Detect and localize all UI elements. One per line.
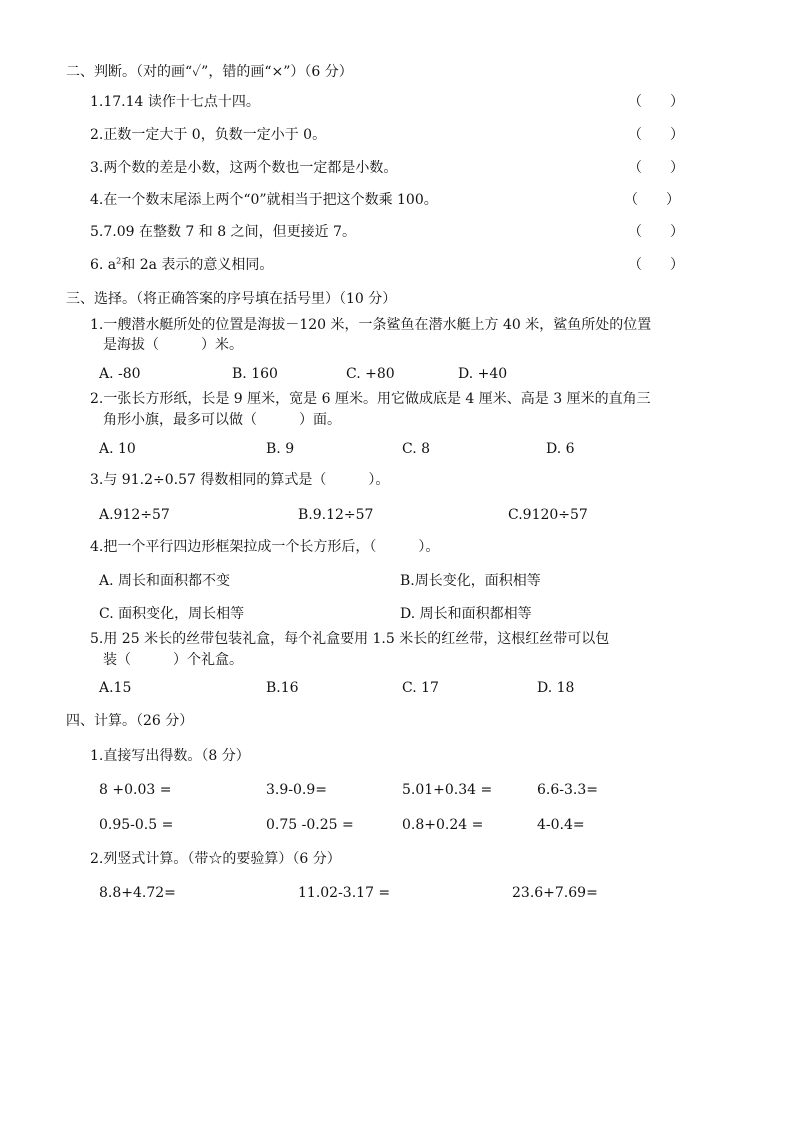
choice-q1-line1: 1.一艘潜水艇所处的位置是海拔－120 米，一条鲨鱼在潜水艇上方 40 米，鲨鱼所处的位置 — [90, 317, 652, 333]
calc-item: 0.75 -0.25 = — [266, 817, 354, 833]
calc-item: 4-0.4= — [537, 817, 585, 833]
vertical-calc-item: 11.02-3.17 = — [298, 885, 391, 901]
judge-item-5: 5.7.09 在整数 7 和 8 之间，但更接近 7。 — [90, 224, 356, 240]
answer-bracket-5[interactable]: （ ） — [628, 224, 684, 240]
answer-bracket-1[interactable]: （ ） — [628, 94, 684, 110]
q4-option-a[interactable]: A. 周长和面积都不变 — [99, 573, 231, 589]
judge-item-2: 2.正数一定大于 0，负数一定小于 0。 — [90, 127, 327, 143]
section-2-heading: 二、判断。（对的画“✓”，错的画“×”）（6 分） — [66, 64, 353, 80]
judge-item-6-post: 和 2a 表示的意义相同。 — [121, 257, 274, 273]
answer-bracket-3[interactable]: （ ） — [628, 160, 684, 176]
choice-q5-line2: 装（ ）个礼盒。 — [103, 652, 243, 668]
calc-item: 6.6-3.3= — [537, 782, 598, 798]
judge-item-6 — [90, 255, 273, 275]
judge-item-3: 3.两个数的差是小数，这两个数也一定都是小数。 — [90, 160, 398, 176]
choice-q2-line2: 角形小旗，最多可以做（ ）面。 — [103, 412, 341, 428]
q4-option-d[interactable]: D. 周长和面积都相等 — [400, 606, 532, 622]
q1-option-c[interactable]: C. +80 — [346, 366, 395, 382]
q2-option-d[interactable]: D. 6 — [546, 441, 575, 457]
q5-option-a[interactable]: A.15 — [99, 680, 132, 696]
answer-bracket-4[interactable]: （ ） — [624, 192, 680, 208]
calc-item: 0.95-0.5 = — [99, 817, 174, 833]
answer-bracket-2[interactable]: （ ） — [628, 127, 684, 143]
q3-option-c[interactable]: C.9120÷57 — [508, 507, 588, 523]
q5-option-b[interactable]: B.16 — [266, 680, 299, 696]
exponent: 2 — [116, 256, 122, 266]
choice-q1-line2: 是海拔（ ）米。 — [103, 337, 243, 353]
q4-option-b[interactable]: B.周长变化，面积相等 — [400, 573, 541, 589]
q1-option-b[interactable]: B. 160 — [232, 366, 278, 382]
calc-sub2-title: 2.列竖式计算。（带☆的要验算）（6 分） — [90, 851, 341, 867]
q2-option-c[interactable]: C. 8 — [402, 441, 431, 457]
judge-item-6-pre: 6. a — [90, 257, 117, 273]
q5-option-d[interactable]: D. 18 — [537, 680, 575, 696]
q2-option-a[interactable]: A. 10 — [99, 441, 136, 457]
judge-item-1: 1.17.14 读作十七点十四。 — [90, 94, 260, 110]
calc-item: 5.01+0.34 = — [402, 782, 493, 798]
q1-option-a[interactable]: A. -80 — [99, 366, 141, 382]
section-4-heading: 四、计算。（26 分） — [66, 713, 194, 729]
choice-q4-line1: 4.把一个平行四边形框架拉成一个长方形后，（ ）。 — [90, 539, 440, 555]
choice-q5-line1: 5.用 25 米长的丝带包装礼盒，每个礼盒要用 1.5 米长的红丝带，这根红丝带可以包 — [90, 631, 610, 647]
q3-option-b[interactable]: B.9.12÷57 — [298, 507, 374, 523]
q2-option-b[interactable]: B. 9 — [266, 441, 295, 457]
q1-option-d[interactable]: D. +40 — [458, 366, 508, 382]
q4-option-c[interactable]: C. 面积变化，周长相等 — [99, 606, 245, 622]
answer-bracket-6[interactable]: （ ） — [628, 257, 684, 273]
choice-q2-line1: 2.一张长方形纸，长是 9 厘米，宽是 6 厘米。用它做成底是 4 厘米、高是 3 厘米的直角三 — [90, 391, 651, 407]
q5-option-c[interactable]: C. 17 — [402, 680, 439, 696]
calc-item: 3.9-0.9= — [266, 782, 327, 798]
calc-item: 8 +0.03 = — [99, 782, 172, 798]
vertical-calc-item: 23.6+7.69= — [512, 885, 598, 901]
q3-option-a[interactable]: A.912÷57 — [99, 507, 170, 523]
choice-q3-line1: 3.与 91.2÷0.57 得数相同的算式是（ ）。 — [90, 472, 390, 488]
calc-item: 0.8+0.24 = — [402, 817, 484, 833]
section-3-heading: 三、选择。（将正确答案的序号填在括号里）（10 分） — [66, 291, 397, 307]
judge-item-4: 4.在一个数末尾添上两个“0”就相当于把这个数乘 100。 — [90, 192, 438, 208]
vertical-calc-item: 8.8+4.72= — [99, 885, 176, 901]
calc-sub1-title: 1.直接写出得数。（8 分） — [90, 748, 250, 764]
